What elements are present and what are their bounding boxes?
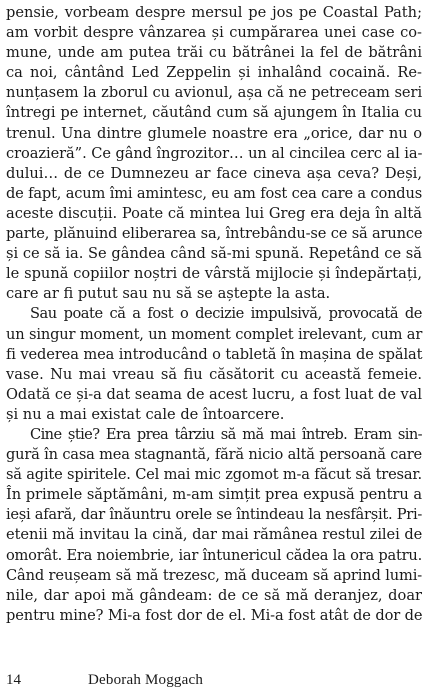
- text-line: omorât. Era noiembrie, iar întunericul cădea la ora patru.: [6, 546, 422, 564]
- body-paragraph: [6, 3, 422, 304]
- text-line: ieși afară, dar înăuntru orele se întindeau la nesfârșit. Pri-: [6, 506, 423, 524]
- page-body: [6, 3, 422, 643]
- page-number: 14: [6, 672, 21, 688]
- text-line: un singur moment, un moment complet irelevant, cum ar: [6, 325, 423, 343]
- text-line: Sau poate că a fost o decizie impulsivă, provocată de: [30, 305, 422, 323]
- text-line: am vorbit despre vânzarea și cumpărarea unei case co-: [6, 24, 422, 42]
- text-line: dului… de ce Dumnezeu ar face cineva așa ceva? Deși,: [6, 164, 422, 182]
- text-line: În primele săptămâni, m-am simțit prea expusă pentru a: [6, 486, 422, 504]
- page-footer: [6, 672, 422, 692]
- text-line: le spună copiilor noștri de vârstă mijlocie și îndepărtați,: [6, 265, 422, 283]
- text-line: mune, unde am putea trăi cu bătrânei la fel de bătrâni: [6, 44, 422, 62]
- text-line: Când reușeam să mă trezesc, mă duceam să aprind lumi-: [6, 566, 422, 584]
- text-line: ca noi, cântând Led Zeppelin și inhalând cocaină. Re-: [6, 64, 422, 82]
- text-line: și nu a mai existat cale de întoarcere.: [6, 405, 285, 423]
- text-line: nile, dar apoi mă gândeam: de ce să mă deranjez, doar: [6, 586, 422, 604]
- text-line: de fapt, acum îmi amintesc, eu am fost cea care a condus: [6, 184, 423, 202]
- text-line: pensie, vorbeam despre mersul pe jos pe Coastal Path;: [6, 4, 422, 21]
- text-line: vase. Nu mai vreau să fiu căsătorit cu această femeie.: [6, 365, 422, 383]
- text-line: întregi pe internet, căutând cum să ajungem în Italia cu: [6, 104, 422, 122]
- body-paragraph: [6, 425, 422, 626]
- text-line: Cine știe? Era prea târziu să mă mai întreb. Eram sin-: [30, 425, 422, 443]
- text-line: Odată ce și-a dat seama de acest lucru, a fost luat de val: [6, 385, 422, 403]
- text-line: aceste discuții. Poate că mintea lui Greg era deja în altă: [6, 204, 422, 222]
- text-line: și ce să ia. Se gândea când să-mi spună. Repetând ce să: [6, 245, 422, 263]
- body-paragraph: [6, 304, 422, 425]
- text-line: trenul. Una dintre glumele noastre era „orice, dar nu o: [6, 124, 422, 142]
- text-line: care ar fi putut sau nu să se aștepte la asta.: [6, 285, 331, 303]
- text-line: să agite spiritele. Cel mai mic zgomot m-a făcut să tresar.: [6, 466, 422, 484]
- text-line: gură în casa mea stagnantă, fără nicio altă persoană care: [6, 446, 422, 464]
- text-line: fi vederea mea introducând o tabletă în mașina de spălat: [6, 345, 423, 363]
- text-line: etenii mă invitau la cină, dar mai rămânea restul zilei de: [6, 526, 423, 544]
- text-line: nunțasem la zborul cu avionul, așa că ne petreceam seri: [6, 84, 423, 102]
- text-line: pentru mine? Mi-a fost dor de el. Mi-a fost atât de dor de: [6, 606, 423, 624]
- running-head-author: Deborah Moggach: [88, 672, 204, 688]
- text-line: croazieră”. Ce gând îngrozitor… un al cincilea cerc al ia-: [6, 144, 423, 162]
- text-line: parte, plănuind eliberarea sa, întrebându-se ce să arunce: [6, 225, 423, 243]
